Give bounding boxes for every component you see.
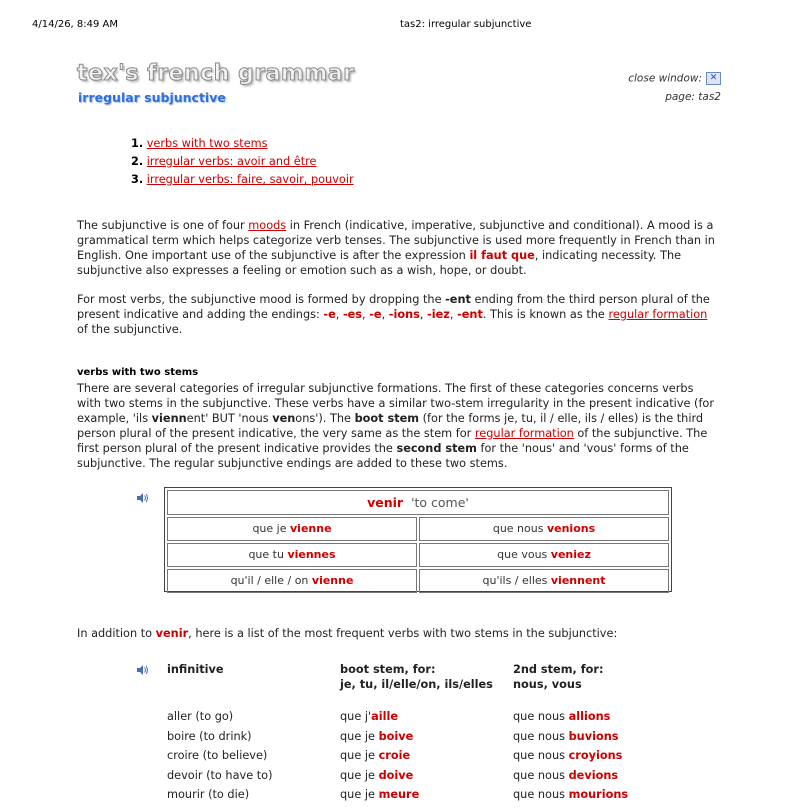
conj-cell: que nous venions xyxy=(419,517,669,541)
list-header xyxy=(167,662,653,710)
conj-cell: qu'ils / elles viennent xyxy=(419,569,669,593)
table-row xyxy=(167,517,669,541)
toc-number: 3. xyxy=(131,173,144,186)
conj-cell: que je vienne xyxy=(167,517,417,541)
conj-cell: que tu viennes xyxy=(167,543,417,567)
close-icon[interactable]: ✕ xyxy=(706,72,721,85)
print-page-title: tas2: irregular subjunctive xyxy=(400,19,532,30)
regular-formation-link[interactable]: regular formation xyxy=(474,427,574,440)
close-window[interactable] xyxy=(628,72,721,85)
table-row xyxy=(167,543,669,567)
speaker-icon[interactable] xyxy=(136,664,148,676)
toc-number: 2. xyxy=(131,155,144,168)
toc-item xyxy=(131,173,354,191)
toc-link[interactable]: verbs with two stems xyxy=(146,137,268,150)
table-title xyxy=(167,490,669,515)
section-paragraph: There are several categories of irregular subjunctive formations. The first of these categories concerns verbs with two stems in the subjunctive. These verbs have a similar two-stem irregularity in the present indicative (for example, 'ils viennent' BUT 'nous venons'). The boot stem (for the forms je, tu, il / elle, ils / elles) is the third person plural of the present indicative, the very same as the stem for regular formation of the subjunctive. The first person plural of the present indicative provides the second stem for the 'nous' and 'vous' forms of the subjunctive. The regular subjunctive endings are added to these two stems. xyxy=(77,382,714,470)
speaker-icon[interactable] xyxy=(136,492,148,504)
list-item: croire (to believe) que je croie que nous croyions xyxy=(167,749,623,762)
print-timestamp: 4/14/26, 8:49 AM xyxy=(32,19,119,30)
header-infinitive: infinitive xyxy=(167,663,224,676)
header-second-stem: 2nd stem, for: nous, vous xyxy=(513,663,604,691)
table-row xyxy=(167,569,669,593)
toc-item xyxy=(131,137,354,155)
page-title: irregular subjunctive xyxy=(78,90,226,105)
header-boot-stem: boot stem, for: je, tu, il/elle/on, ils/elles xyxy=(340,663,493,691)
toc-number: 1. xyxy=(131,137,144,150)
close-window-label: close window: xyxy=(628,72,702,85)
toc-link[interactable]: irregular verbs: faire, savoir, pouvoir xyxy=(146,173,354,186)
site-logo[interactable]: tex's french grammar xyxy=(77,61,355,86)
table-of-contents xyxy=(131,137,354,191)
toc-item xyxy=(131,155,354,173)
moods-link[interactable]: moods xyxy=(248,219,287,232)
verb-name: venir xyxy=(367,495,404,510)
list-item: mourir (to die) que je meure que nous mourions xyxy=(167,788,629,801)
list-item: aller (to go) que j'aille que nous allions xyxy=(167,710,611,723)
regular-formation-link[interactable]: regular formation xyxy=(608,308,708,321)
list-item: devoir (to have to) que je doive que nous devions xyxy=(167,768,619,782)
intro-paragraph-1: The subjunctive is one of four moods in French (indicative, imperative, subjunctive and conditional). A mood is a grammatical term which helps categorize verb tenses. The subjunctive is used more frequently in French than in English. One important use of the subjunctive is after the expression il faut que, indicating necessity. The subjunctive also expresses a feeling or emotion such as a wish, hope, or doubt. xyxy=(77,219,715,277)
two-stem-verb-list xyxy=(167,662,653,808)
conj-cell: que vous veniez xyxy=(419,543,669,567)
section-heading: verbs with two stems xyxy=(77,367,199,378)
il-faut-que: il faut que xyxy=(469,249,535,262)
verb-gloss: 'to come' xyxy=(411,495,469,510)
venir-conjugation-table xyxy=(164,487,672,592)
addition-paragraph: In addition to venir, here is a list of the most frequent verbs with two stems in the subjunctive: xyxy=(77,627,618,640)
intro-paragraph-2: For most verbs, the subjunctive mood is formed by dropping the -ent ending from the third person plural of the present indicative and adding the endings: -e, -es, -e, -ions, -iez, -ent. This is known as the regular formation of the subjunctive. xyxy=(77,293,710,336)
toc-link[interactable]: irregular verbs: avoir and être xyxy=(146,155,317,168)
conj-cell: qu'il / elle / on vienne xyxy=(167,569,417,593)
page-label: page: tas2 xyxy=(665,91,721,103)
list-item: boire (to drink) que je boive que nous buvions xyxy=(167,729,619,743)
